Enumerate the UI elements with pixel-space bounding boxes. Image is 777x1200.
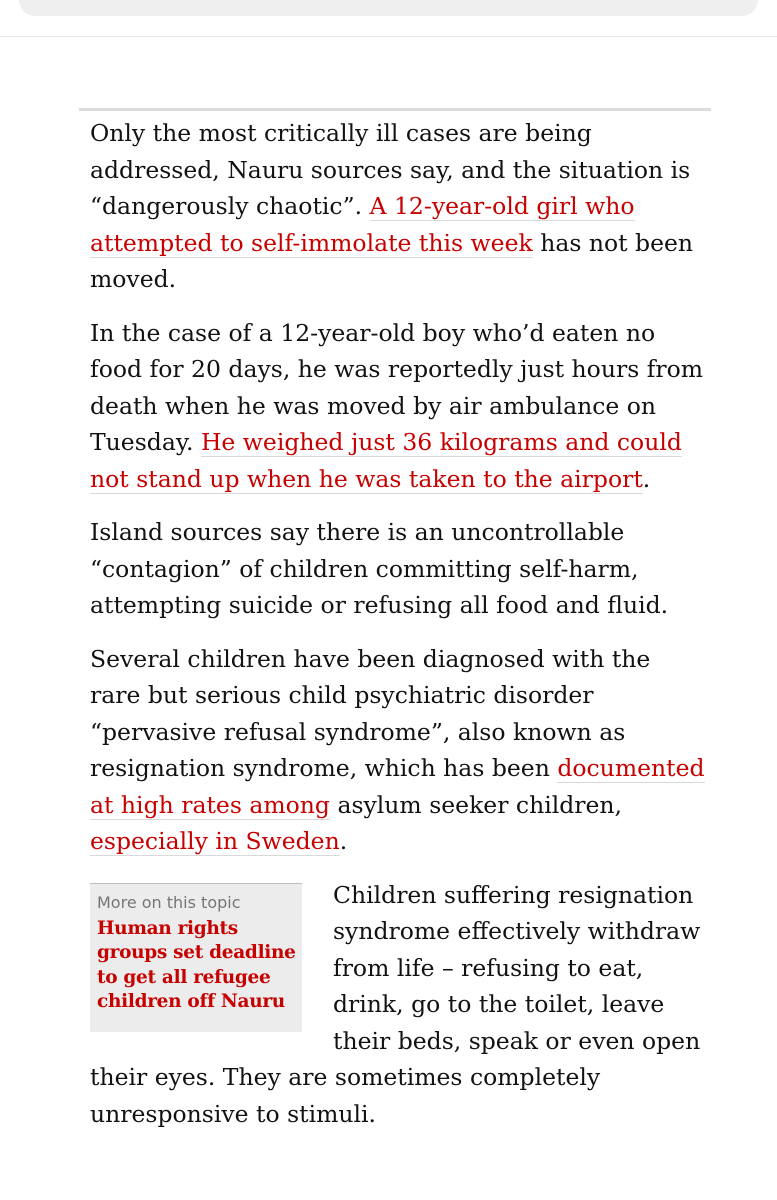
browser-top-bar [0, 0, 777, 37]
paragraph-1-text-before: Only the most critically ill cases are being addressed, Nauru sources say, and the situation is “dangerously chaotic”. [90, 119, 691, 220]
article-divider [79, 108, 711, 111]
paragraph-4 [90, 641, 705, 860]
article-body [90, 115, 705, 1149]
paragraph-2-text-after: . [642, 464, 651, 493]
paragraph-3 [90, 514, 705, 624]
documented-link[interactable]: documented at high rates among [90, 754, 705, 819]
sweden-link[interactable]: especially in Sweden [90, 827, 340, 855]
related-label: More on this topic [97, 892, 241, 912]
paragraph-4-text-after: . [339, 827, 348, 855]
airport-link[interactable]: He weighed just 36 kilograms and could not stand up when he was taken to the airport [90, 428, 682, 493]
self-immolate-link[interactable]: A 12-year-old girl who attempted to self-immolate this week [90, 192, 635, 257]
related-story-link[interactable]: Human rights groups set deadline to get all refugee children off Nauru [97, 917, 296, 1012]
address-bar[interactable] [19, 0, 758, 16]
paragraph-1-text-after: has not been moved. [90, 228, 694, 293]
paragraph-2 [90, 315, 705, 498]
paragraph-5-text: Children suffering resignation syndrome effectively withdraw from life – refusing to eat, drink, go to the toilet, leave their beds, speak or even open their eyes. They are sometimes completely unresponsive to stimuli. [90, 880, 701, 1128]
paragraph-1 [90, 115, 705, 298]
paragraph-4-text-before: Several children have been diagnosed with the rare but serious child psychiatric disorder “pervasive refusal syndrome”, also known as resignation syndrome, which has been [90, 644, 651, 782]
related-story-card[interactable] [90, 883, 302, 1032]
paragraph-2-text-before: In the case of a 12-year-old boy who’d eaten no food for 20 days, he was reportedly just hours from death when he was moved by air ambulance on Tuesday. [90, 318, 704, 456]
paragraph-3-text: Island sources say there is an uncontrollable “contagion” of children committing self-harm, attempting suicide or refusing all food and fluid. [90, 518, 669, 619]
paragraph-4-text-middle: asylum seeker children, [329, 790, 623, 819]
